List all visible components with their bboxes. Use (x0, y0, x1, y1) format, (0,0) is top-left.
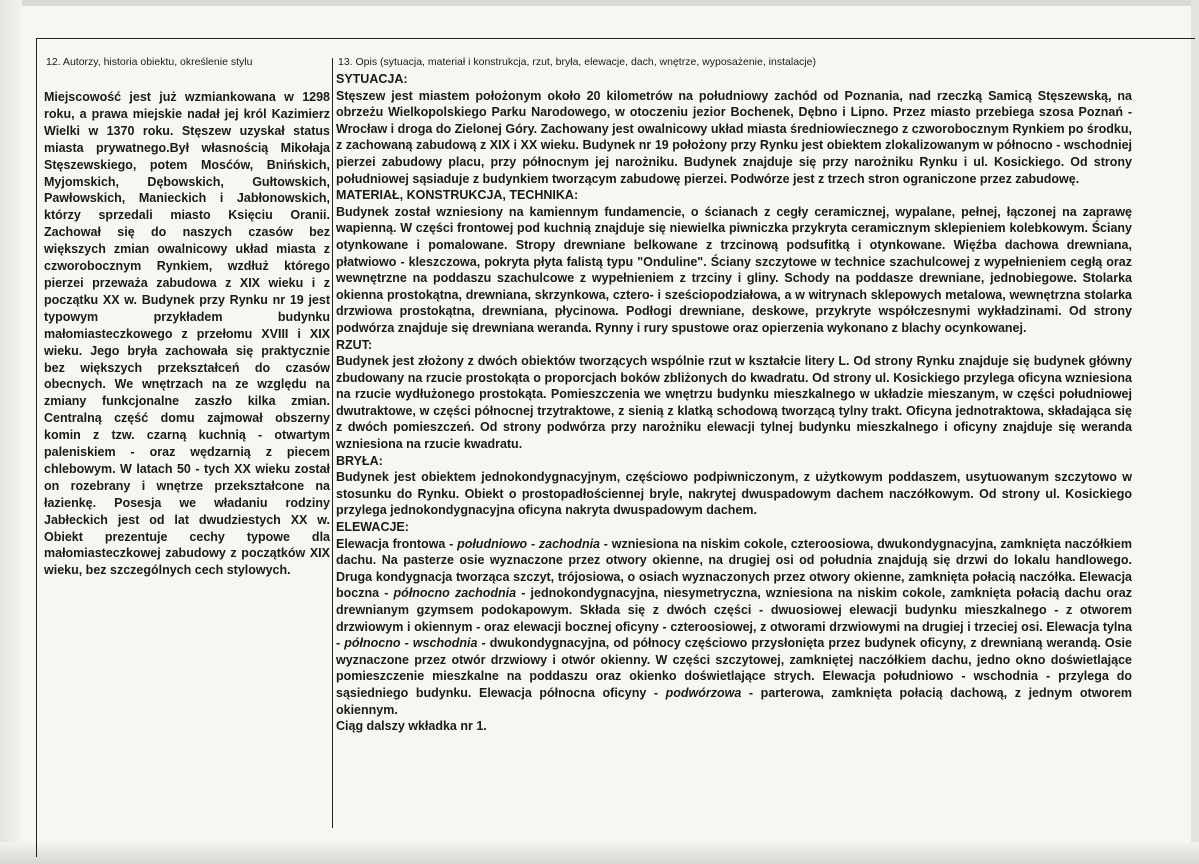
section-heading-material: MATERIAŁ, KONSTRUKCJA, TECHNIKA: (336, 188, 579, 203)
section-text-elevations (336, 536, 1132, 719)
elevations-text-segment: - wzniesiona na niskim cokole, czteroosiowa, dwukondygnacyjna, zamknięta naczółkiem dachu. Na pasterze osie wyznaczone przez otwory okienne, na drugiej osi od południa znajdują się drzwi do lokalu handlowego. Druga kondygnacja tworząca szczyt, trójosiowa, o osiach wyznaczonych przez otwory okienne, zamknięta połacią naczółka. Elewacja boczna - (336, 536, 1132, 601)
elevations-italic-direction: południowo - zachodnia (457, 536, 601, 551)
description-column (336, 56, 1132, 846)
column-divider (332, 58, 333, 828)
continuation-note: Ciąg dalszy wkładka nr 1. (336, 719, 487, 734)
section-heading-plan: RZUT: (336, 337, 373, 352)
description-body (336, 71, 1132, 735)
elevations-italic-direction: północno zachodnia (393, 586, 517, 601)
history-caption: 12. Autorzy, historia obiektu, określenie stylu (46, 56, 253, 68)
section-heading-elevations: ELEWACJE: (336, 520, 409, 535)
elevations-text-segment: Elewacja frontowa - (336, 536, 458, 551)
elevations-italic-direction: północno - wschodnia (344, 636, 478, 651)
description-caption: 13. Opis (sytuacja, materiał i konstrukcja, rzut, bryła, elewacje, dach, wnętrze, wyposażenie, instalacje) (338, 56, 816, 68)
history-text: Miejscowość jest już wzmiankowana w 1298 roku, a prawa miejskie nadał jej król Kazimierz Wielki w 1370 roku. Stęszew uzyskał status miasta prywatnego.Był własnością Mikołaja Stęszewskiego, potem Mosćów, Bnińskich, Myjomskich, Dębowskich, Gułtowskich, Pawłowskich, Manieckich i Jabłonowskich, którzy sprzedali miasto Księciu Oranii. Zachował się do naszych czasów bez większych zmian owalnicowy układ miasta z czworobocznym Rynkiem, wzdłuż którego pierzei przeważa zabudowa z XIX wieku i z początku XX w. Budynek przy Rynku nr 19 jest typowym przykładem budynku małomiasteczkowego z przełomu XVIII i XIX wieku. Jego bryła zachowała się praktycznie bez większych przekształceń do czasów obecnych. We wnętrzach na ze względu na zmiany funkcjonalne zaszło kilka zmian. Centralną część domu zajmował obszerny komin z tzw. czarną kuchnią - otwartym paleniskiem - oraz wędzarnią z piecem chlebowym. W latach 50 - tych XX wieku został on rozebrany i wnętrze przekształcone na łazienkę. Posesja we władaniu rodziny Jabłeckich jest od lat dwudziestych XX w. Obiekt prezentuje cechy typowe dla małomiasteczkowej zabudowy z początków XIX wieku, bez szczególnych cech stylowych. (44, 90, 330, 578)
history-column (44, 56, 330, 846)
elevations-text-segment: - parterowa, zamknięta połacią dachową, z jednym otworem okiennym. (336, 685, 1133, 717)
scan-edge-top (0, 0, 1199, 6)
elevations-text-segment: - jednokondygnacyjna, niesymetryczna, wzniesiona na niskim cokole, zamknięta połacią dachu oraz drewnianym gzymsem podokapowym. Składa się z dwóch części - dwuosiowej elewacji budynku mieszkalnego - z otworem drzwiowym i okiennym - oraz elewacji bocznej oficyny - czteroosiowej, z otworami drzwiowymi na drugiej i trzeciej osi. Elewacja tylna - (336, 586, 1132, 651)
scan-edge-left (0, 0, 22, 864)
section-text-material: Budynek został wzniesiony na kamiennym fundamencie, o ścianach z cegły ceramicznej, wypalane, pełnej, łączonej na zaprawę wapienną. W części frontowej pod kuchnią znajduje się niewielka piwniczka przykryta ceramicznym sklepieniem kolebkowym. Ściany otynkowane i pomalowane. Stropy drewniane belkowane z trzcinową podsufitką i otynkowane. Więźba dachowa drewniana, płatwiowo - kleszczowa, pokryta płyta falistą typu "Onduline". Ściany szczytowe w technice szachulcowej z wypełnieniem cegłą oraz wewnętrzne na poddaszu szachulcowe z wypełnieniem z trzciny i gliny. Schody na poddasze drewniane, jednobiegowe. Stolarka okienna prostokątna, drewniana, skrzynkowa, cztero- i sześciopodziałowa, a w witrynach sklepowych metalowa, wewnętrzna stolarka drzwiowa prostokątna, drewniana, płycinowa. Podłogi drewniane, deskowe, przykryte współczesnymi wykładzinami. Od strony podwórza znajduje się drewniana weranda. Rynny i rury spustowe oraz opierzenia wykonano z blachy ocynkowanej. (336, 204, 1132, 335)
section-text-situation: Stęszew jest miastem położonym około 20 kilometrów na południowy zachód od Poznania, nad rzeczką Samicą Stęszewską, na obrzeżu Wielkopolskiego Parku Narodowego, w otoczeniu jezior Bochenek, Dębno i Lipno. Przez miasto przebiega szosa Poznań - Wrocław i droga do Zielonej Góry. Zachowany jest owalnicowy układ miasta średniowiecznego z czworobocznym Rynkiem po środku, z zachowaną zabudową z XIX i XX wieku. Budynek nr 19 położony przy Rynku jest obiektem zlokalizowanym w północno - wschodniej pierzei zabudowy placu, przy północnym jej narożniku. Budynek znajduje się przy narożniku Rynku i ul. Kosickiego. Od strony południowej sąsiaduje z budynkiem tworzącym zabudowę pierzei. Podwórze jest z trzech stron ograniczone przez zabudowę. (336, 88, 1132, 186)
section-text-massing: Budynek jest obiektem jednokondygnacyjnym, częściowo podpiwniczonym, z użytkowym poddaszem, usytuowanym szczytowo w stosunku do Rynku. Obiekt o prostopadłościennej bryle, nakrytej dwuspadowym dachem naczółkowym. Od strony ul. Kosickiego przylega jednokondygnacyjna oficyna nakryta dwuspadowym dachem. (336, 470, 1132, 518)
section-heading-situation: SYTUACJA: (336, 72, 408, 86)
elevations-text-segment: - dwukondygnacyjna, od północy częściowo przysłonięta przez budynek oficyny, z drewnianą werandą. Osie wyznaczone przez otwór drzwiowy i otwór okienny. W części szczytowej, zamkniętej naczółkiem dachu, jedno okno doświetlające pomieszczenie mieszkalne na poddaszu oraz okienko doświetlające strych. Elewacja południowo - wschodnia - przylega do sąsiedniego budynku. Elewacja północna oficyny - (336, 636, 1132, 700)
section-heading-massing: BRYŁA: (336, 453, 383, 468)
elevations-italic-direction: podwórzowa (665, 685, 742, 700)
section-text-plan: Budynek jest złożony z dwóch obiektów tworzących wspólnie rzut w kształcie litery L. Od strony Rynku znajduje się budynek główny zbudowany na rzucie prostokąta o proporcjach boków zbliżonych do kwadratu. Od strony ul. Kosickiego przylega oficyna wzniesiona na rzucie wydłużonego prostokąta. Pomieszczenia we wnętrzu budynku mieszkalnego w układzie mieszanym, w części południowej dwutraktowe, w części północnej trzytraktowe, z sienią z klatką schodową tworzącą tylny trakt. Oficyna jednotraktowa, składająca się z dwóch pomieszczeń. Od strony podwórza przy narożniku elewacji tylnej budynku mieszkalnego i oficyny znajduje się weranda wzniesiona na rzucie kwadratu. (336, 354, 1132, 452)
